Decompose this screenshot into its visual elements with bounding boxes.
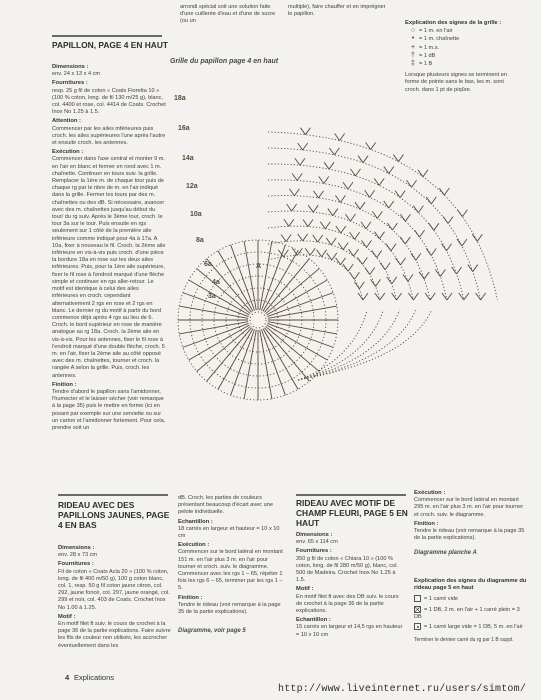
chart-stitch: [379, 232, 384, 239]
rideau2b-section-heading: Exécution :: [414, 490, 446, 496]
papillon-section-heading: Exécution :: [52, 149, 84, 156]
legend-bottom-title: Explication des signes du diagramme du rideau page 5 en haut: [414, 578, 527, 592]
chart-stitch: [303, 220, 308, 227]
chart-stitch: [354, 272, 359, 279]
chart-stitch: [295, 158, 300, 165]
legend-symbol-text: = 1 m. chaînette: [419, 36, 460, 43]
rideau1-rule: [58, 494, 168, 496]
chart-stitch: [292, 204, 297, 211]
chart-stitch: [303, 234, 308, 241]
rideau2-section-text: 350 g fil de coton « Chiara 10 » (100 % coton, long. de fil 280 m/50 g), blanc, col. 500 de Madeira. Crochet Inox No 1.25 à 1.5.: [296, 555, 398, 584]
chart-stitch: [362, 240, 367, 247]
rideau1b-section-text: dB. Croch. les parties de couleurs présentant beaucoup d'écart avec une pelote individuelle.: [178, 495, 273, 516]
rideau1-section-heading: Dimensions :: [58, 545, 95, 551]
filet-square-icon: [414, 606, 421, 613]
chart-stitch: [419, 272, 424, 279]
chart-stitch: [350, 214, 355, 221]
chart-stitch: [371, 142, 376, 149]
chart-stitch: [473, 265, 478, 272]
chart-stitch: [329, 162, 334, 169]
chart-stitch: [300, 158, 305, 165]
rideau1-section-heading: Motif :: [58, 613, 76, 620]
chart-stitch: [319, 191, 324, 198]
chart-stitch: [349, 272, 354, 279]
legend-symbol-row: [407, 60, 520, 68]
chart-stitch: [377, 251, 382, 258]
chart-stitch: [366, 222, 371, 229]
chart-stitch: [348, 182, 353, 189]
chart-stitch: [341, 258, 346, 265]
chart-stitch: [380, 263, 385, 270]
chart-stitch: [298, 234, 303, 241]
chart-stitch: [348, 264, 353, 271]
chart-stitch: [355, 202, 360, 209]
chart-stitch: [426, 197, 431, 204]
legend-symbol-text: = 1 dB: [419, 52, 436, 59]
chart-wing-row: [268, 180, 447, 300]
chart-stitch: [400, 237, 405, 244]
papillon-section-text: Commencer dans l'axe central et monter 9 m. en l'air en blanc et fermer en rond avec 1 m. chaînette. Continuer en tours suiv. la grille. Remplacer la 1ère m. de chaque tour puis de chaque rg par le nbre de m. en l'air indiqué dans la grille. Fermer les tours par des m. chaînettes ou des dB. Si nécessaire, avancer avec des m. chaînettes jusqu'au début du tour/ du rg suiv. Après le 3ème tour, croch. le tour 3a sur le tour. Puis ensuite en rgs seulement sur 1 côté de la première aile inférieure comme indiqué pour 4a à 17a. A 10a, fixer à nouveau le fil. Croch. la 2ème aile inférieure en vis-à-vis puis croch. d'une pièce la bordure 18a en rose sur les deux ailes inférieures. Puis, pour la 1ère aile supérieure, fixer le fil rose à l'endroit marqué d'une flèche simple et continuer en rgs aller-retour. Le motif est identique à celui des ailes inférieures en croch. cependant alternativement 2 rgs en rose et 2 rgs en blanc. Le dernier rg du motif à partir du bord commence déjà après 4 rgs au lieu de 6. Croch. le bord supérieur en rose de manière analogue au rg 18a. Croch. la 2ème aile en vis-à-vis. Pour les antennes, fixer le fil rose à l'endroit marqué d'une double flèche, croch. 5 m. en l'air, fixer la 2ème aile au côté opposé avec des m. chaînettes, tourner et croch. la rangée A selon la grille. Puis, croch. les antennes.: [52, 156, 166, 379]
chart-stitch: [289, 219, 294, 226]
chart-stitch: [365, 190, 370, 197]
rideau2b-section-text: Commencer sur le bord latéral en montant 295 m. en l'air plus 3 m. en l'air pour tourner et croch. suiv. le diagramme.: [414, 497, 524, 518]
chart-stitch: [320, 222, 325, 229]
chart-stitch: [380, 293, 385, 300]
rideau1-title: RIDEAU AVEC DES PAPILLONS JAUNES, PAGE 4 EN BAS: [58, 500, 170, 530]
chart-row-label: 10a: [190, 211, 202, 218]
chart-row-label: 14a: [182, 155, 194, 162]
chart-stitch: [357, 257, 362, 264]
chart-stitch: [391, 244, 396, 251]
chart-stitch: [392, 223, 397, 230]
papillon-section-heading: Attention :: [52, 118, 81, 125]
chart-stitch: [303, 143, 308, 150]
chart-stitch: [350, 232, 355, 239]
chart-stitch: [395, 191, 400, 198]
chart-stitch: [318, 235, 323, 242]
chart-stitch: [464, 293, 469, 300]
chart-stitch: [398, 155, 403, 162]
legend-symbol-row: [407, 44, 520, 52]
chart-stitch: [340, 134, 345, 141]
chart-stitch: [305, 248, 310, 255]
chart-stitch: [310, 248, 315, 255]
legend-bottom: [414, 578, 529, 644]
chart-stitch: [374, 178, 379, 185]
chart-stitch: [359, 282, 364, 289]
rideau1-instructions: [58, 545, 172, 650]
chart-row-label: 4a: [212, 279, 220, 286]
rideau2-section-heading: Fournitures :: [296, 548, 332, 555]
chart-stitch: [434, 223, 439, 230]
chart-lower-wing-row: [298, 310, 416, 380]
top-strip-col2: arrondi spécial soit une solution faite d'une cuillerée d'eau et d'une de sucre (ou un: [180, 4, 276, 25]
rideau1-section-text: En motif filet ft suiv. le cours de crochet à la page 36 de la partie explications. Faire suivre les fils de couleur non utilisés, les accrocher éventuellement dans les: [58, 621, 171, 649]
chart-stitch: [367, 240, 372, 247]
chart-stitch: [423, 170, 428, 177]
chart-row-label: 18a: [174, 95, 186, 102]
chart-row-label: 6a: [204, 261, 212, 268]
chart-stitch: [284, 219, 289, 226]
legend-square-text: = 1 carré vide: [424, 596, 459, 603]
rideau1b-section-heading: Finition :: [178, 594, 203, 601]
chart-stitch: [447, 293, 452, 300]
chart-stitch: [297, 173, 302, 180]
chart-stitch: [418, 206, 423, 213]
rideau2-instructions: [296, 532, 406, 639]
rideau2-title: RIDEAU AVEC MOTIF DE CHAMP FLEURI, PAGE 5 EN HAUT: [296, 498, 408, 528]
chart-stitch: [457, 267, 462, 274]
chart-stitch: [389, 166, 394, 173]
chart-stitch: [412, 180, 417, 187]
chart-stitch: [334, 148, 339, 155]
chart-stitch: [403, 274, 408, 281]
chart-stitch: [385, 263, 390, 270]
chart-stitch: [292, 173, 297, 180]
chart-stitch: [379, 178, 384, 185]
rideau1b-instructions: [178, 495, 286, 616]
chart-stitch: [397, 293, 402, 300]
chart-stitch: [400, 258, 405, 265]
chart-stitch: [413, 293, 418, 300]
chart-stitch: [457, 239, 462, 246]
chart-stitch: [305, 128, 310, 135]
chart-stitch: [430, 293, 435, 300]
chart-stitch: [289, 189, 294, 196]
papillon-instructions: [52, 64, 166, 432]
papillon-section-text: Tendre d'abord le papillon sans l'amidonner, l'humecter et le laisser sécher (voir remarque à la page 35) puis le mettre en forme (ici en posant par exemple sur une serviette ou sur un carton et l'amidonner fortement. Pour cela, prendre soit un: [52, 388, 166, 431]
rideau2-diagram-caption: Diagramme planche A: [414, 550, 477, 556]
rideau2-section-heading: Motif :: [296, 586, 314, 593]
chart-stitch: [459, 293, 464, 300]
chart-stitch-spoke: [264, 259, 309, 313]
chart-stitch: [429, 223, 434, 230]
chart-stitch: [392, 277, 397, 284]
legend-top-note: Lorsque plusieurs signes se terminent en forme de pointe sans le bas, les m. sont croch. dans 1 pt de piqûre.: [405, 72, 507, 93]
legend-square-text: = 1 DB, 2 m. en l'air + 1 carré plein = 3 DB: [414, 606, 520, 620]
chart-stitch: [281, 235, 286, 242]
chart-stitch: [440, 269, 445, 276]
rideau1-section-heading: Fournitures :: [58, 561, 94, 568]
chart-stitch: [444, 188, 449, 195]
legend-symbol-icon: +: [410, 43, 416, 51]
papillon-section-text: resp. 25 g fil de coton « Coats Fioretta 10 » (100 % coton, long. de fil 130 m/25 g), blanc, col. 4400 et rose, col. 4414 de Coats. Crochet Inox No 1.25 à 1.5.: [52, 87, 166, 116]
legend-square-row: [414, 623, 529, 631]
chart-row-label: 3a: [208, 293, 216, 300]
legend-top: [405, 20, 520, 94]
chart-row-label: 12a: [186, 183, 198, 190]
chart-stitch: [363, 293, 368, 300]
legend-top-title: Explication des signes de la grille :: [405, 20, 502, 26]
chart-stitch: [389, 201, 394, 208]
chart-stitch: [314, 191, 319, 198]
rideau2-section-heading: Echantillon :: [296, 617, 331, 624]
chart-stitch: [405, 214, 410, 221]
legend-square-text: = 1 carré large vide = 1 DB, 5 m. en l'air: [424, 623, 523, 630]
chart-stitch: [408, 274, 413, 281]
chart-stitch: [328, 209, 333, 216]
chart-stitch: [439, 188, 444, 195]
chart-stitch: [372, 211, 377, 218]
chart-stitch: [333, 209, 338, 216]
rideau2-section-text: env. 65 x 114 cm: [296, 539, 338, 546]
legend-symbol-text: = 1 m. en l'air: [419, 28, 453, 35]
chart-stitch: [442, 244, 447, 251]
chart-stitch: [336, 258, 341, 265]
chart-stitch: [400, 191, 405, 198]
legend-symbol-text: = 1 m.s.: [419, 44, 440, 51]
footer-page-number: 4: [65, 673, 70, 682]
header-rule: [52, 35, 162, 37]
legend-symbol-text: = 1 B: [419, 61, 433, 68]
footer-section: Explications: [74, 673, 115, 682]
chart-stitch: [416, 253, 421, 260]
chart-stitch: [418, 170, 423, 177]
chart-stitch: [392, 293, 397, 300]
chart-stitch: [457, 210, 462, 217]
chart-stitch: [317, 250, 322, 257]
chart-stitch: [452, 267, 457, 274]
chart-row-label: A: [256, 263, 262, 270]
chart-stitch: [340, 195, 345, 202]
chart-stitch: [413, 206, 418, 213]
chart-stitch-spoke: [264, 328, 309, 382]
chart-stitch: [405, 237, 410, 244]
chart-row-label: 8a: [196, 237, 204, 244]
chart-stitch: [377, 211, 382, 218]
chart-stitch: [435, 269, 440, 276]
chart-stitch: [356, 169, 361, 176]
chart-stitch: [372, 251, 377, 258]
chart-stitch: [425, 293, 430, 300]
chart-stitch: [411, 253, 416, 260]
chart-row-label: 16a: [178, 125, 190, 132]
chart-stitch: [313, 235, 318, 242]
chart-stitch: [370, 190, 375, 197]
chart-stitch: [476, 293, 481, 300]
legend-symbol-icon: •: [411, 35, 415, 43]
chart-stitch: [354, 249, 359, 256]
chart-wing-row: [268, 148, 481, 300]
rideau2-rule: [296, 494, 406, 496]
rideau2b-section-text: Tendre le rideau (voir remarque à la page 35 de la partie explications).: [414, 528, 525, 542]
rideau1-diagram-caption: Diagramme, voir page 5: [178, 628, 246, 634]
rideau1b-section-text: Commencer sur le bord latéral en montant 151 m. en l'air plus 3 m. en l'air pour tourner et croch. suiv. le diagramme. Commencer avec les rgs 1 – 65, répéter 1 fois les rgs 6 – 65, terminer par les rgs 1 – 5.: [178, 549, 283, 592]
rideau1b-section-text: Tendre le rideau (voir remarque à la page 35 de la partie explications).: [178, 601, 281, 616]
chart-stitch: [355, 232, 360, 239]
legend-symbol-icon: †: [411, 51, 415, 59]
grille-caption: Grille du papillon page 4 en haut: [170, 58, 279, 65]
rideau2-section-text: 15 carrés en largeur et 14,5 rgs en hauteur = 10 x 10 cm: [296, 624, 403, 638]
crochet-chart: [168, 70, 498, 430]
chart-stitch: [387, 223, 392, 230]
chart-stitch: [294, 189, 299, 196]
rideau1b-section-heading: Echantillon :: [178, 518, 213, 525]
chart-stitch: [308, 205, 313, 212]
legend-square-row: [414, 595, 529, 603]
chart-stitch: [407, 180, 412, 187]
rideau1-section-text: env. 28 x 73 cm: [58, 552, 98, 559]
chart-stitch: [384, 201, 389, 208]
filet-square-icon: [414, 623, 421, 630]
chart-stitch: [286, 235, 291, 242]
chart-wing-row: [268, 226, 397, 300]
rideau2-section-text: En motif filet ft avec des DB suiv. le cours de crochet à la page 36 de la partie explications.: [296, 593, 399, 615]
chart-stitch-spoke: [197, 269, 251, 314]
chart-stitch: [462, 239, 467, 246]
chart-stitch: [324, 177, 329, 184]
chart-stitch: [329, 148, 334, 155]
chart-stitch: [343, 264, 348, 271]
chart-stitch: [462, 210, 467, 217]
chart-stitch: [287, 204, 292, 211]
chart-stitch: [447, 244, 452, 251]
chart-stitch: [298, 143, 303, 150]
chart-stitch: [308, 220, 313, 227]
chart-stitch: [363, 156, 368, 163]
legend-symbol-icon: ○: [410, 27, 416, 35]
rideau1-section-text: Fil de coton « Coats Acla 20 » (100 % coton, long. de fil 400 m/50 g), 100 g coton blanc, col. 1, resp. 50 g fil coton jaune citron, col. 292, jaune foncé, col. 297, jaune orangé, col. 299 et noir, col. 403 de Coats. Crochet Inox No 1.00 à 1.25.: [58, 568, 170, 611]
chart-stitch: [375, 293, 380, 300]
legend-symbol-row: [407, 35, 520, 43]
chart-round: [250, 312, 266, 328]
chart-stitch: [362, 257, 367, 264]
papillon-section-text: env. 24 x 13 x 4 cm: [52, 71, 101, 78]
chart-stitch: [341, 226, 346, 233]
chart-stitch-spoke: [197, 326, 251, 371]
papillon-section-text: Commencer par les ailes inférieures puis croch. les ailes supérieures l'une après l'autre et ensuite croch. les antennes.: [52, 125, 166, 147]
rideau2b-section-heading: Finition :: [414, 520, 439, 527]
legend-symbol-row: [407, 27, 520, 35]
chart-stitch: [343, 243, 348, 250]
chart-lower-wing-row: [298, 310, 383, 380]
papillon-section-heading: Fournitures :: [52, 80, 88, 87]
papillon-section-heading: Finition :: [52, 381, 77, 388]
chart-stitch: [361, 222, 366, 229]
chart-stitch: [481, 293, 486, 300]
chart-stitch: [386, 244, 391, 251]
chart-stitch: [431, 249, 436, 256]
chart-stitch: [324, 162, 329, 169]
chart-stitch: [443, 216, 448, 223]
chart-stitch: [376, 279, 381, 286]
legend-bottom-note: Terminer le dernier carré du rg par 1 B suppl.: [414, 637, 514, 644]
rideau1b-section-heading: Exécution :: [178, 542, 210, 549]
chart-stitch-spoke: [207, 328, 252, 382]
rideau2-section-heading: Dimensions :: [296, 532, 333, 538]
chart-stitch: [297, 248, 302, 255]
chart-lower-wing-row: [298, 310, 432, 380]
chart-stitch: [313, 205, 318, 212]
papillon-section-heading: Dimensions :: [52, 64, 89, 70]
chart-stitch: [395, 258, 400, 265]
chart-stitch: [331, 238, 336, 245]
papillon-title: PAPILLON, PAGE 4 EN HAUT: [52, 40, 169, 50]
chart-stitch: [322, 250, 327, 257]
chart-stitch: [325, 222, 330, 229]
legend-symbol-icon: ‡: [411, 60, 415, 68]
top-strip-col3: multiple), faire chauffer et en imprégner le papillon.: [288, 4, 386, 18]
chart-stitch: [408, 293, 413, 300]
chart-stitch: [300, 128, 305, 135]
chart-stitch: [448, 216, 453, 223]
legend-symbol-row: [407, 52, 520, 60]
chart-stitch: [370, 267, 375, 274]
chart-stitch: [371, 279, 376, 286]
chart-stitch: [472, 234, 477, 241]
rideau2b-instructions: [414, 490, 526, 542]
chart-stitch: [424, 272, 429, 279]
chart-wing-row: [268, 241, 380, 300]
chart-stitch: [365, 267, 370, 274]
filet-square-icon: [414, 595, 421, 602]
rideau1b-section-text: 18 carrés en largeur et hauteur = 10 x 10 cm: [178, 525, 280, 540]
chart-stitch: [360, 202, 365, 209]
chart-stitch: [426, 249, 431, 256]
legend-square-row: [414, 606, 529, 621]
chart-stitch: [477, 234, 482, 241]
chart-stitch: [358, 293, 363, 300]
chart-lower-wing-row: [298, 310, 399, 380]
chart-stitch: [420, 230, 425, 237]
chart-stitch: [431, 197, 436, 204]
chart-stitch: [415, 230, 420, 237]
watermark-url[interactable]: http://www.liveinternet.ru/users/simtom/: [278, 684, 527, 695]
